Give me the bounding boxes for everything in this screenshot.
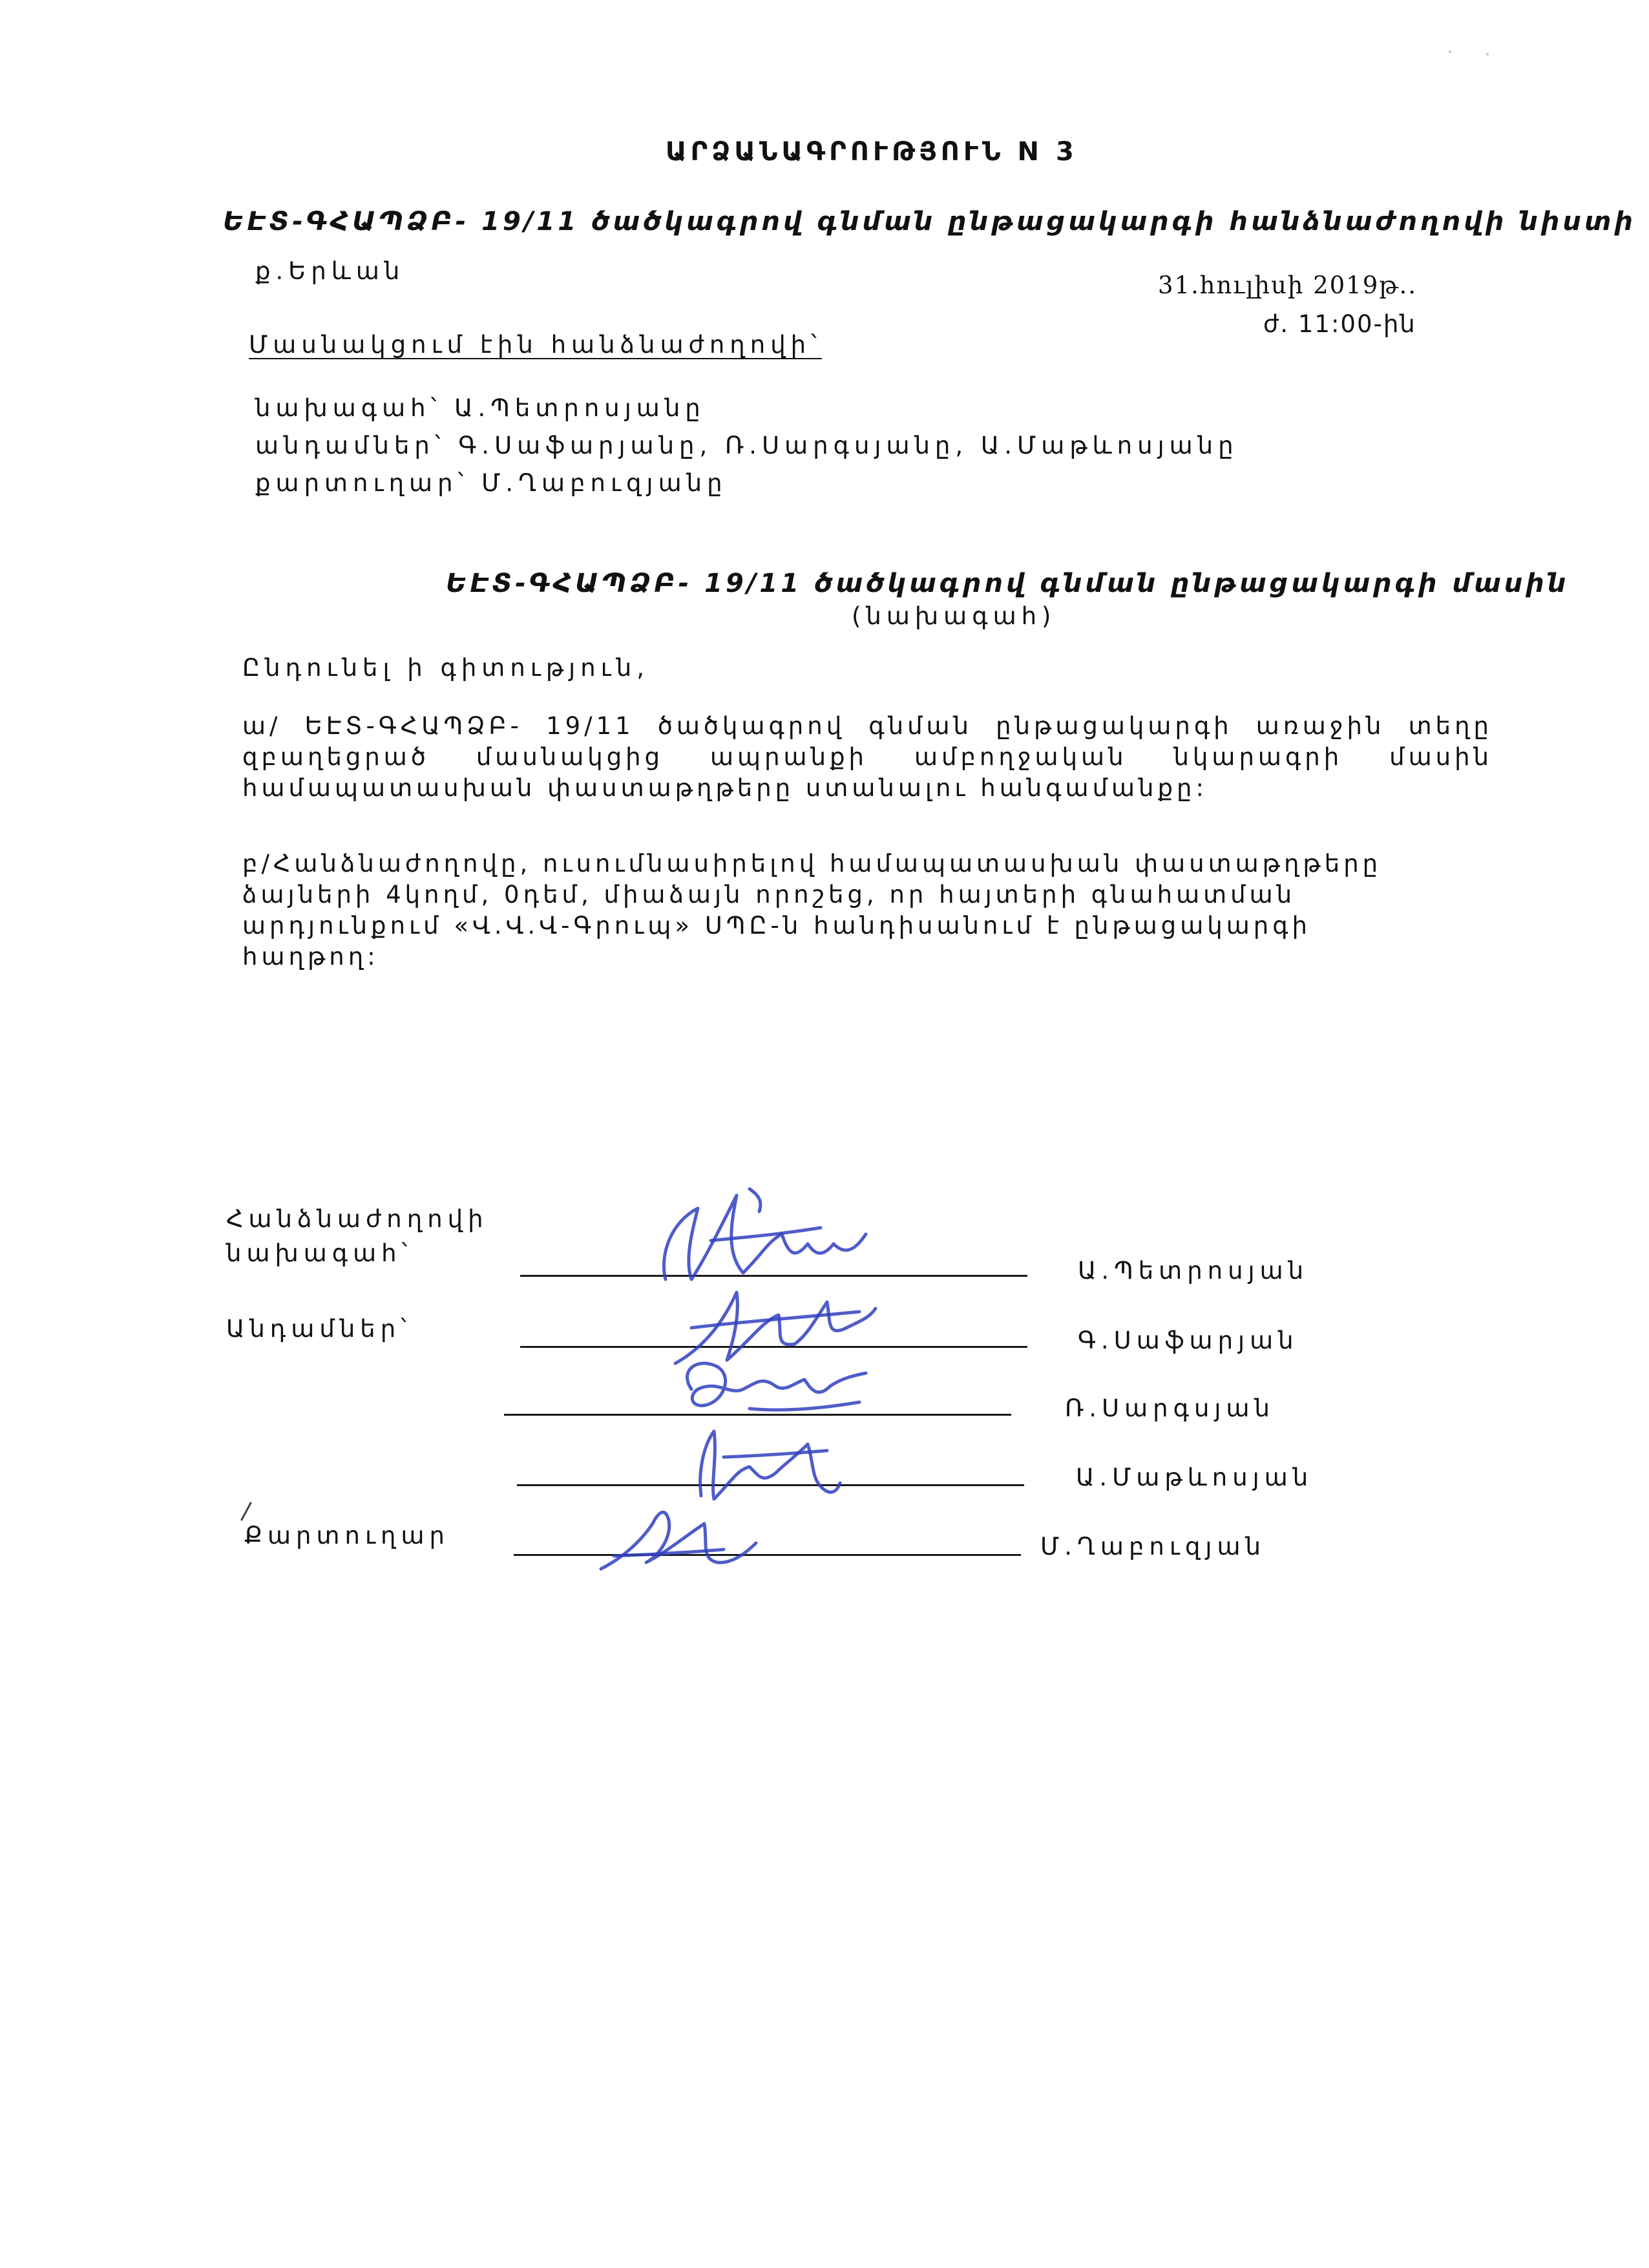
agenda-title: ԵԷՏ-ԳՀԱՊՁԲ- 19/11 ծածկագրով գնման ընթացակարգի մասին: [446, 569, 1570, 598]
agenda-speaker: (նախագահ): [852, 602, 1056, 630]
paragraph-a-line-2: զբաղեցրած մասնակցից ապրանքի ամբողջական նկարագրի մասին: [242, 743, 1493, 771]
participant-members: անդամներ՝ Գ.Սաֆարյանը, Ռ.Սարգսյանը, Ա.Մաթևոսյանը: [255, 432, 1239, 459]
member-3-name: Ա.Մաթևոսյան: [1076, 1464, 1314, 1491]
member-1-name: Գ.Սաֆարյան: [1078, 1327, 1299, 1354]
members-role: Անդամներ՝: [226, 1315, 412, 1343]
member-3-signature: [685, 1418, 846, 1509]
decision-intro: Ընդունել ի գիտություն,: [242, 654, 649, 682]
chair-name: Ա.Պետրոսյան: [1078, 1257, 1309, 1285]
chair-role-line-2: նախագահ՝: [226, 1239, 413, 1267]
secretary-name: Մ.Ղաբուզյան: [1040, 1533, 1266, 1560]
document-subtitle: ԵԷՏ-ԳՀԱՊՁԲ- 19/11 ծածկագրով գնման ընթացակարգի հանձնաժողովի նիստի: [223, 207, 1637, 236]
paragraph-a-line-3: համապատասխան փաստաթղթերը ստանալու հանգամանքը:: [242, 774, 1208, 802]
member-2-signature: [672, 1350, 879, 1422]
paragraph-a-line-1: ա/ ԵԷՏ-ԳՀԱՊՁԲ- 19/11 ծածկագրով գնման ընթացակարգի առաջին տեղը: [242, 712, 1493, 740]
tick-mark: [233, 1499, 258, 1525]
participants-heading: Մասնակցում էին հանձնաժողովի՝: [249, 331, 822, 359]
city: ք.Երևան: [255, 257, 405, 285]
chair-role-line-1: Հանձնաժողովի: [226, 1205, 488, 1233]
secretary-signature-line: [514, 1554, 1021, 1556]
meeting-time: ժ. 11:00-ին: [1263, 310, 1416, 338]
paragraph-b-line-3: արդյունքում «Վ.Վ.Վ-Գրուպ» ՍՊԸ-ն հանդիսանում է ընթացակարգի: [242, 912, 1311, 940]
document-date: 31.հուլիսի 2019թ..: [1158, 271, 1418, 299]
paragraph-b-line-4: հաղթող:: [242, 943, 379, 971]
member-2-name: Ռ.Սարգսյան: [1065, 1394, 1275, 1422]
document-title: ԱՐՁԱՆԱԳՐՈՒԹՅՈՒՆ N 3: [666, 137, 1078, 167]
paragraph-b-line-1: բ/Հանձնաժողովը, ուսումնասիրելով համապատասխան փաստաթղթերը: [242, 850, 1382, 877]
participant-chair: նախագահ՝ Ա.Պետրոսյանը: [255, 394, 706, 422]
chair-signature: [653, 1182, 885, 1292]
secretary-signature: [594, 1498, 762, 1575]
scan-speck: [1449, 50, 1451, 53]
paragraph-b-line-2: ձայների 4կողմ, 0դեմ, միաձայն որոշեց, որ հայտերի գնահատման: [242, 881, 1296, 908]
secretary-role: Քարտուղար: [244, 1522, 450, 1549]
scan-speck: [1486, 53, 1489, 56]
participant-secretary: քարտուղար՝ Մ.Ղաբուզյանը: [255, 469, 728, 497]
